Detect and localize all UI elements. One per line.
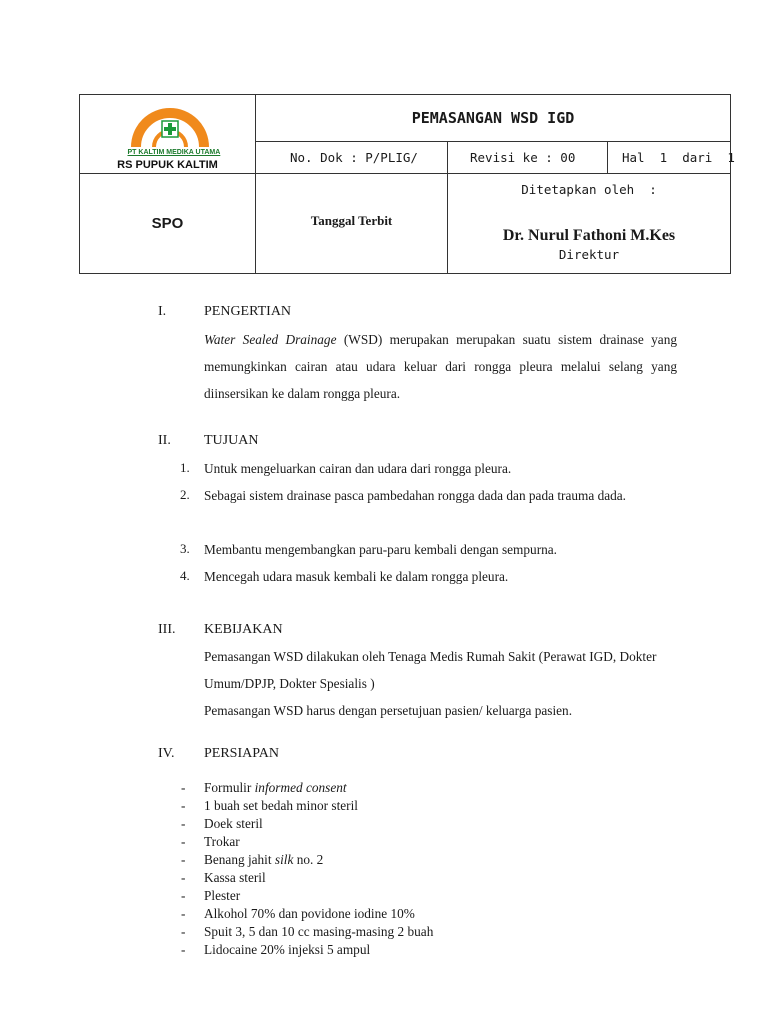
item-text: Doek steril — [204, 816, 263, 831]
spo-label: SPO — [80, 174, 256, 274]
bullet-dash: - — [181, 924, 186, 939]
bullet-dash: - — [181, 870, 186, 885]
item-text-italic: silk — [274, 852, 294, 867]
document-title: PEMASANGAN WSD IGD — [256, 95, 731, 142]
section-title-persiapan: PERSIAPAN — [204, 746, 279, 761]
list-item: Mencegah udara masuk kembali ke dalam rongga pleura. — [204, 569, 509, 584]
list-item — [181, 923, 433, 941]
pengertian-text: (WSD) merupakan merupakan suatu sistem drainase yang memungkinkan cairan atau udara keluar dari rongga pleura melalui selang yang diinsersikan ke dalam rongga pleura. — [204, 332, 677, 401]
list-item-number: 2. — [180, 487, 190, 502]
bullet-dash: - — [181, 780, 186, 795]
document-header-table — [79, 94, 735, 274]
item-text: Formulir — [204, 780, 255, 795]
item-text: Benang jahit — [204, 852, 275, 867]
bullet-dash: - — [181, 942, 186, 957]
item-text: Lidocaine 20% injeksi 5 ampul — [204, 942, 371, 957]
section-number: III. — [158, 622, 176, 637]
list-item — [181, 851, 323, 869]
list-item — [181, 815, 263, 833]
item-text: Alkohol 70% dan povidone iodine 10% — [204, 906, 415, 921]
bullet-dash: - — [181, 816, 186, 831]
bullet-dash: - — [181, 798, 186, 813]
list-item — [181, 779, 347, 797]
term-italic: Water Sealed Drainage — [204, 332, 337, 347]
logo-cell — [80, 95, 256, 174]
issue-date-label: Tanggal Terbit — [256, 174, 448, 274]
logo-company-name: PT KALTIM MEDIKA UTAMA — [127, 149, 221, 156]
list-item: Sebagai sistem drainase pasca pambedahan rongga dada dan pada trauma dada. — [204, 488, 627, 503]
list-item-number: 3. — [180, 541, 190, 556]
bullet-dash: - — [181, 888, 186, 903]
document-number: No. Dok : P/PLIG/ — [256, 142, 448, 174]
section-number: IV. — [158, 746, 175, 761]
section-title-kebijakan: KEBIJAKAN — [204, 622, 283, 637]
list-item — [181, 905, 415, 923]
hospital-logo — [98, 99, 238, 169]
page-count: Hal 1 dari 1 — [608, 142, 731, 174]
section-title-pengertian: PENGERTIAN — [204, 304, 292, 319]
item-text: Spuit 3, 5 dan 10 cc masing-masing 2 buah — [204, 924, 434, 939]
list-item — [181, 797, 358, 815]
item-text-italic: informed consent — [254, 780, 347, 795]
bullet-dash: - — [181, 906, 186, 921]
section-number: I. — [158, 304, 167, 319]
section-title-tujuan: TUJUAN — [204, 433, 259, 448]
list-item-number: 4. — [180, 568, 190, 583]
logo-hospital-name: RS PUPUK KALTIM — [117, 159, 218, 171]
kebijakan-paragraph-2: Pemasangan WSD harus dengan persetujuan pasien/ keluarga pasien. — [204, 703, 573, 718]
section-number: II. — [158, 433, 171, 448]
list-item — [181, 887, 240, 905]
list-item: Untuk mengeluarkan cairan dan udara dari rongga pleura. — [204, 461, 512, 476]
list-item: Membantu mengembangkan paru-paru kembali dengan sempurna. — [204, 542, 557, 557]
item-text: Trokar — [204, 834, 240, 849]
bullet-dash: - — [181, 852, 186, 867]
director-name: Dr. Nurul Fathoni M.Kes — [502, 227, 676, 244]
approval-cell — [448, 174, 731, 274]
bullet-dash: - — [181, 834, 186, 849]
pengertian-paragraph — [204, 326, 677, 407]
list-item — [181, 869, 266, 887]
item-text: 1 buah set bedah minor steril — [204, 798, 358, 813]
list-item-number: 1. — [180, 460, 190, 475]
revision-number: Revisi ke : 00 — [448, 142, 608, 174]
kebijakan-paragraph-1: Pemasangan WSD dilakukan oleh Tenaga Medis Rumah Sakit (Perawat IGD, Dokter Umum/DPJP, Dokter Spesialis ) — [204, 649, 657, 691]
list-item — [181, 941, 370, 959]
item-text: Plester — [204, 888, 241, 903]
item-text: Kassa steril — [204, 870, 266, 885]
approved-by-label: Ditetapkan oleh : — [521, 182, 657, 197]
item-text: no. 2 — [293, 852, 324, 867]
director-role: Direktur — [558, 247, 620, 262]
list-item — [181, 833, 240, 851]
